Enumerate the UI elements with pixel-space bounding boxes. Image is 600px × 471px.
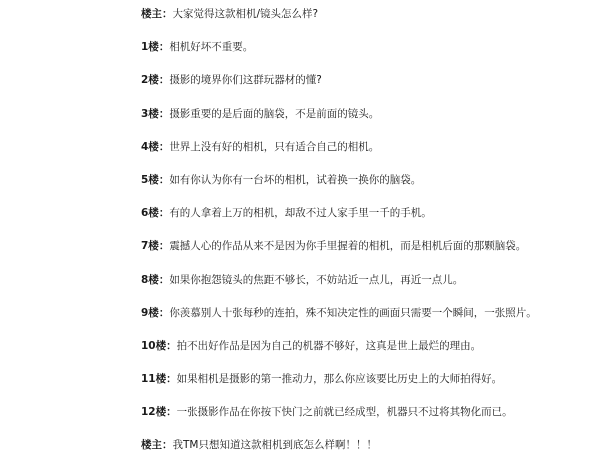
post-text: 如有你认为你有一台坏的相机，试着换一换你的脑袋。 xyxy=(169,173,422,186)
post-text: 你羡慕别人十张每秒的连拍，殊不知决定性的画面只需要一个瞬间，一张照片。 xyxy=(169,306,537,319)
post-separator: ： xyxy=(158,207,170,220)
post-floor-label: 楼主 xyxy=(141,8,162,20)
post-floor-8 xyxy=(141,272,596,305)
post-floor-label: 2楼 xyxy=(141,74,159,87)
post-text: 摄影的境界你们这群玩器材的懂? xyxy=(169,74,322,87)
post-separator: ： xyxy=(158,306,170,319)
post-text: 拍不出好作品是因为自己的机器不够好，这真是世上最烂的理由。 xyxy=(176,339,482,352)
post-floor-label: 10楼 xyxy=(141,339,167,352)
post-floor-4 xyxy=(141,139,596,172)
post-floor-label: 1楼 xyxy=(141,41,159,54)
post-separator: ： xyxy=(158,273,170,286)
post-text: 一张摄影作品在你按下快门之前就已经成型，机器只不过将其物化而已。 xyxy=(176,406,513,419)
post-separator: ： xyxy=(158,74,170,87)
post-op xyxy=(141,6,596,39)
post-separator: ： xyxy=(158,173,170,186)
post-floor-label: 楼主 xyxy=(141,439,162,452)
post-text: 有的人拿着上万的相机，却敌不过人家手里一千的手机。 xyxy=(169,207,432,220)
post-separator: ： xyxy=(158,41,170,54)
post-separator: ： xyxy=(166,373,177,386)
post-text: 如果相机是摄影的第一推动力，那么你应该要比历史上的大师拍得好。 xyxy=(176,373,503,386)
post-text: 摄影重要的是后面的脑袋，不是前面的镜头。 xyxy=(169,107,380,120)
post-floor-10 xyxy=(141,338,596,371)
post-floor-12 xyxy=(141,404,596,437)
forum-thread xyxy=(141,6,596,471)
post-separator: ： xyxy=(162,8,173,20)
post-floor-3 xyxy=(141,106,596,139)
post-separator: ： xyxy=(158,240,170,253)
post-floor-label: 3楼 xyxy=(141,107,159,120)
post-text: 震撼人心的作品从来不是因为你手里握着的相机，而是相机后面的那颗脑袋。 xyxy=(169,240,527,253)
post-separator: ： xyxy=(158,107,170,120)
post-floor-label: 9楼 xyxy=(141,306,159,319)
post-text: 大家觉得这款相机/镜头怎么样? xyxy=(172,8,319,20)
post-floor-label: 7楼 xyxy=(141,240,159,253)
post-text: 世界上没有好的相机，只有适合自己的相机。 xyxy=(169,140,380,153)
post-separator: ： xyxy=(166,339,177,352)
post-floor-1 xyxy=(141,39,596,72)
post-floor-2 xyxy=(141,72,596,105)
post-separator: ： xyxy=(158,140,170,153)
post-op-reply xyxy=(141,437,596,470)
post-floor-5 xyxy=(141,172,596,205)
post-floor-6 xyxy=(141,205,596,238)
post-floor-label: 6楼 xyxy=(141,207,159,220)
post-floor-label: 5楼 xyxy=(141,173,159,186)
post-text: 如果你抱怨镜头的焦距不够长，不妨站近一点儿，再近一点儿。 xyxy=(169,273,464,286)
post-floor-7 xyxy=(141,238,596,271)
post-text: 我TM只想知道这款相机到底怎么样啊！！！ xyxy=(172,439,377,452)
post-floor-label: 8楼 xyxy=(141,273,159,286)
post-floor-label: 4楼 xyxy=(141,140,159,153)
post-floor-label: 11楼 xyxy=(141,373,167,386)
post-floor-9 xyxy=(141,305,596,338)
post-floor-label: 12楼 xyxy=(141,406,167,419)
post-separator: ： xyxy=(162,439,173,452)
post-floor-11 xyxy=(141,371,596,404)
post-separator: ： xyxy=(166,406,177,419)
post-text: 相机好坏不重要。 xyxy=(169,41,254,54)
